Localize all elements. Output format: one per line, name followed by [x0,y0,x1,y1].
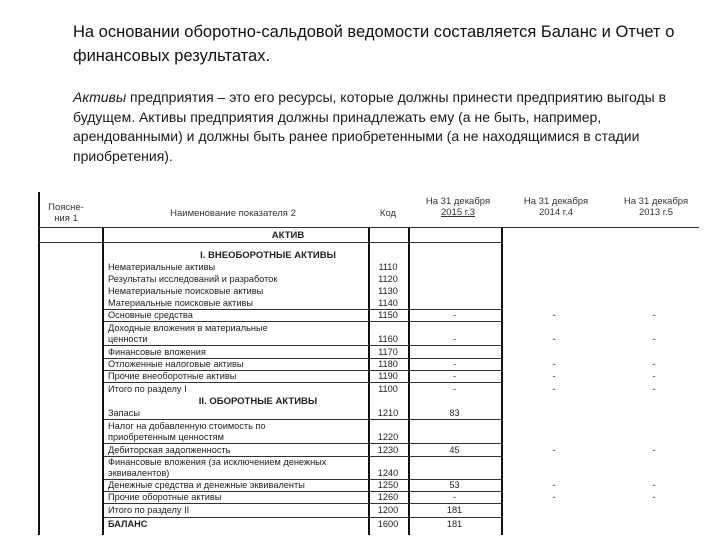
row-value-2015: - [452,492,457,502]
row-code: 1120 [378,274,398,284]
row-label-cont: приобретенным ценностям [108,432,224,442]
row-label: Нематериальные поисковые активы [108,286,264,296]
row-value-2014: - [552,359,556,369]
header-notes [46,202,86,224]
row-line [104,382,503,383]
row-label: Итого по разделу II [108,505,190,515]
row-value-2014: - [552,384,556,394]
row-code: 1230 [377,445,399,455]
row-label: Результаты исследований и разработок [108,274,278,284]
header-indicator-name: Наименование показателя 2 [170,208,296,219]
row-value-2014: - [552,371,556,381]
header-2014-line2: 2014 г.4 [538,207,573,218]
row-value-2015: 181 [446,519,463,529]
row-code: 1130 [378,286,398,296]
row-value-2013: - [652,310,656,320]
row-line [104,443,503,444]
row-value-2015: - [452,359,457,369]
aktiv-heading: АКТИВ [271,230,305,241]
header-bottom-line [38,227,699,228]
row-value-2015: 53 [449,480,460,490]
row-line [104,517,503,518]
row-code: 1180 [378,359,398,369]
header-2015 [418,196,498,218]
row-label: Отложенные налоговые активы [108,359,244,369]
row-label: Запасы [108,408,140,418]
row-code: 1210 [377,408,399,418]
header-notes-line2: ния 1 [54,213,78,224]
row-value-2013: - [652,371,656,381]
section1-heading: I. ВНЕОБОРОТНЫЕ АКТИВЫ [200,250,336,261]
balance-sheet-table [38,190,699,535]
header-2015-line1: На 31 декабря [425,196,491,207]
assets-definition-text: предприятия – это его ресурсы, которые должны принести предприятию выгоды в будущем. Активы предприятия должны принадлежать ему (а не быть, например, арендованными) и должны быть ранее приобретенными (а не находящимися в стадии приобретения). [73,89,667,164]
row-label: Дебиторская задолженность [108,445,231,455]
row-code: 1150 [378,310,398,320]
row-value-2013: - [652,480,656,490]
row-code: 1100 [378,384,398,394]
header-notes-line1: Поясне- [48,202,84,213]
row-label: Прочие оборотные активы [108,492,222,502]
row-value-2013: - [652,359,656,369]
aktiv-line [38,242,503,243]
row-label: Денежные средства и денежные эквиваленты [108,480,305,490]
row-value-2013: - [652,384,656,394]
row-line [104,321,503,322]
row-value-2015: 45 [449,445,460,455]
row-value-2015: - [452,371,457,381]
row-label: Нематериальные активы [108,262,216,272]
header-2013-line1: На 31 декабря [623,196,689,207]
row-label: Финансовые вложения [108,347,206,357]
row-label-cont: эквивалентов) [108,468,170,478]
row-code: 1250 [377,480,399,490]
row-value-2015: - [452,334,457,344]
header-2014 [516,196,596,218]
row-label: Прочие внеоборотные активы [108,371,237,381]
row-code: 1240 [377,468,399,478]
row-line [104,345,503,346]
row-line [104,419,503,420]
header-2014-line1: На 31 декабря [523,196,589,207]
row-label: Доходные вложения в материальные [108,323,268,333]
row-value-2015: 181 [446,505,463,515]
row-value-2013: - [652,334,656,344]
row-code: 1190 [378,371,398,381]
row-code: 1110 [378,262,398,272]
row-code: 1200 [377,505,399,515]
assets-term: Активы [73,89,127,105]
row-value-2015: - [452,384,457,394]
row-code: 1140 [378,298,398,308]
header-2015-line2: 2015 г.3 [440,207,475,218]
row-value-2014: - [552,310,556,320]
row-value-2013: - [652,445,656,455]
row-label: Материальные поисковые активы [108,298,253,308]
row-value-2014: - [552,480,556,490]
row-code: 1600 [377,519,399,529]
row-label-balance: БАЛАНС [108,519,148,529]
header-code: Код [379,208,397,219]
row-value-2013: - [652,492,656,502]
row-code: 1260 [377,492,399,502]
row-label: Итого по разделу I [108,384,187,394]
row-value-2015: - [452,310,457,320]
assets-definition [73,88,693,166]
row-label: Основные средства [108,310,193,320]
row-line [104,503,503,504]
border-left [38,192,40,535]
row-label: Налог на добавленную стоимость по [108,421,266,431]
row-code: 1160 [378,334,398,344]
row-code: 1170 [378,347,398,357]
header-2013-line2: 2013 г.5 [638,207,673,218]
row-value-2014: - [552,334,556,344]
row-value-2014: - [552,445,556,455]
row-code: 1220 [377,432,399,442]
header-2013 [616,196,696,218]
row-value-2015: 83 [449,408,460,418]
row-label-cont: ценности [108,334,148,344]
row-value-2014: - [552,492,556,502]
intro-text: На основании оборотно-сальдовой ведомости составляется Баланс и Отчет о финансовых результатах. [73,23,675,65]
section2-heading: II. ОБОРОТНЫЕ АКТИВЫ [198,396,318,407]
row-label: Финансовые вложения (за исключением денежных [108,457,327,467]
